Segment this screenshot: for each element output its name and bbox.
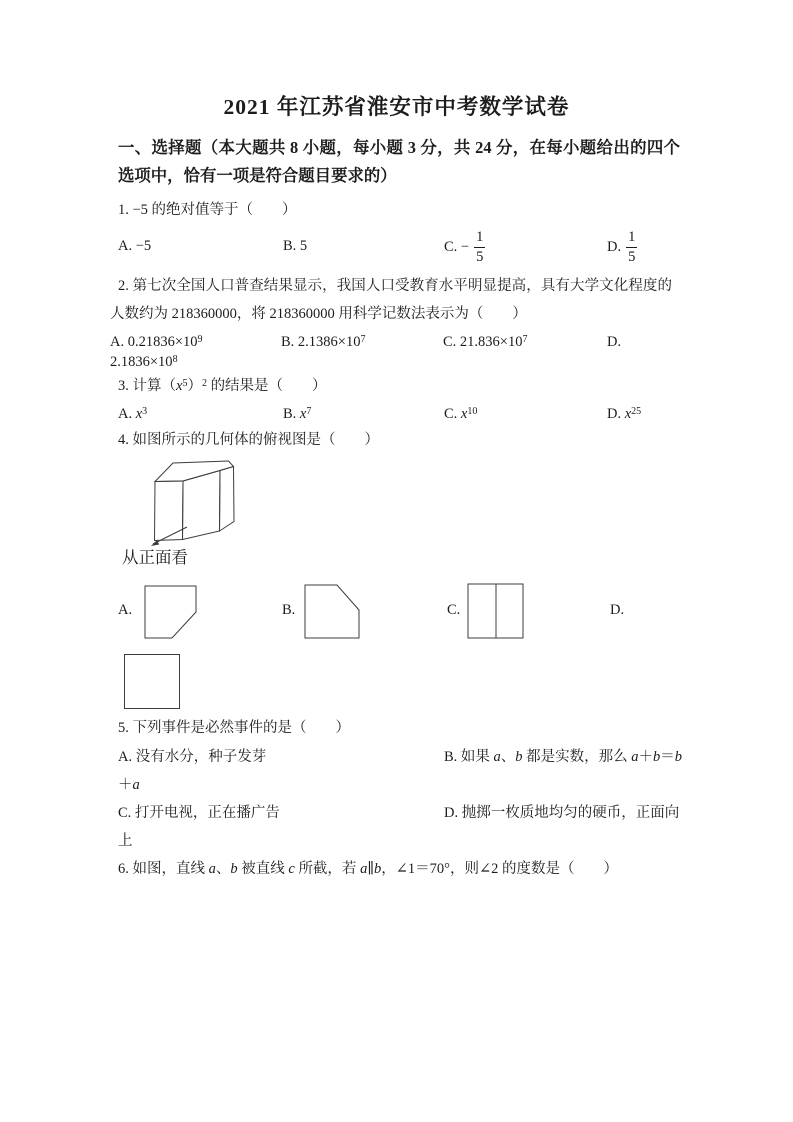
section-header: 一、选择题（本大题共 8 小题，每小题 3 分，共 24 分，在每小题给出的四个选项中，恰有一项是符合题目要求的） bbox=[118, 138, 680, 185]
q3-option-c: C. $x^{10}$ bbox=[444, 406, 478, 422]
q2-option-a: A. $0.21836\times 10^9$ bbox=[110, 334, 203, 350]
q4-stem: 4. 如图所示的几何体的俯视图是（ ） bbox=[118, 432, 379, 448]
q4-option-b-label: B. bbox=[282, 602, 296, 618]
prism-front-face bbox=[183, 471, 221, 540]
fraction-numerator: 1 bbox=[626, 230, 637, 248]
fraction-denominator: 5 bbox=[628, 248, 636, 265]
fraction-numerator: 1 bbox=[474, 230, 485, 248]
q4-option-d-shape bbox=[124, 654, 180, 709]
view-arrow-line bbox=[153, 527, 187, 544]
q3-option-b: B. $x^7$ bbox=[283, 406, 312, 422]
q1-option-c-prefix: C. − bbox=[444, 239, 470, 255]
q2-stem: 2. 第七次全国人口普查结果显示，我国人口受教育水平明显提高，具有大学文化程度的人数约为 218360000，将 218360000 用科学记数法表示为（ ） bbox=[110, 278, 672, 322]
prism-chamfer-face bbox=[220, 467, 235, 532]
q4-option-a-label: A. bbox=[118, 602, 133, 618]
fraction bbox=[474, 230, 485, 265]
q4-prism-figure bbox=[140, 455, 250, 550]
q5-option-b: B. 如果 a、b 都是实数，那么 a＋b＝b bbox=[444, 749, 683, 765]
q4-option-shapes bbox=[110, 583, 670, 640]
q1-stem: 1. −5 的绝对值等于（ ） bbox=[118, 202, 297, 218]
q2-option-c: C. $21.836\times 10^7$ bbox=[443, 334, 528, 350]
q2-option-d-label: D. bbox=[607, 334, 622, 350]
q5-option-a: A. 没有水分，种子发芽 bbox=[118, 749, 267, 765]
fraction bbox=[626, 230, 637, 265]
fraction-denominator: 5 bbox=[476, 248, 484, 265]
q6-stem: 6. 如图，直线 a、b 被直线 c 所截，若 a∥b，∠1＝70°，则∠2 的度数是（ ） bbox=[118, 861, 618, 877]
q4-option-b-shape bbox=[305, 585, 359, 638]
q1-option-b: B. 5 bbox=[283, 238, 308, 254]
q1-option-c bbox=[444, 226, 485, 268]
q4-option-a-shape bbox=[145, 586, 196, 638]
q1-option-a: A. −5 bbox=[118, 238, 152, 254]
page-title: 2021 年江苏省淮安市中考数学试卷 bbox=[223, 95, 570, 119]
q5-stem: 5. 下列事件是必然事件的是（ ） bbox=[118, 720, 350, 736]
q4-option-c-label: C. bbox=[447, 602, 461, 618]
q5-option-c: C. 打开电视，正在播广告 bbox=[118, 805, 280, 821]
q5-option-d-continuation: 上 bbox=[118, 833, 133, 849]
q2-option-d-value: $2.1836\times 10^8$ bbox=[110, 354, 178, 370]
q3-option-d: D. $x^{25}$ bbox=[607, 406, 642, 422]
q1-option-d bbox=[607, 226, 637, 268]
q4-figure-caption: 从正面看 bbox=[122, 548, 188, 567]
q3-stem: 3. 计算$(x^5)^2$ 的结果是（ ） bbox=[118, 378, 327, 394]
q2-option-b: B. $2.1386\times 10^7$ bbox=[281, 334, 366, 350]
q4-option-d-label: D. bbox=[610, 602, 625, 618]
q1-option-d-prefix: D. bbox=[607, 239, 622, 255]
q5-option-b-continuation: ＋a bbox=[118, 777, 140, 793]
prism-top-face bbox=[155, 461, 234, 482]
q5-option-d: D. 抛掷一枚质地均匀的硬币，正面向 bbox=[444, 805, 680, 821]
q3-option-a: A. $x^3$ bbox=[118, 406, 148, 422]
